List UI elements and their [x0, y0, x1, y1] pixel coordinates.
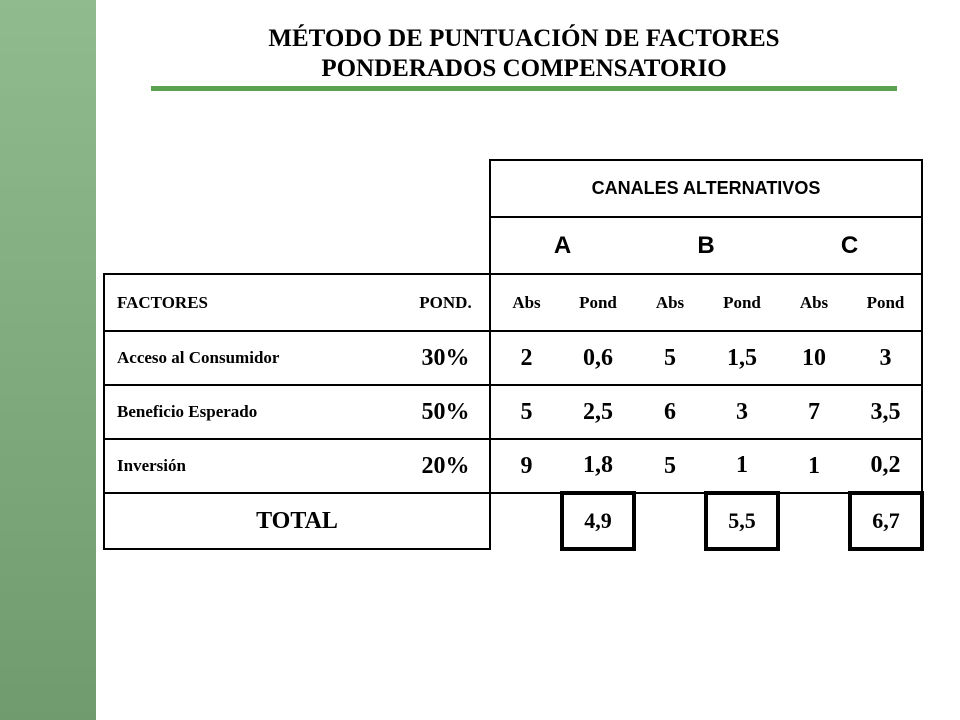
channel-a-header: A: [490, 217, 634, 274]
c-pond-header: Pond: [850, 274, 922, 331]
channel-b-header: B: [634, 217, 778, 274]
b-pond-value: 1: [706, 439, 778, 493]
table-row: [104, 439, 922, 493]
b-abs-value: 5: [634, 331, 706, 385]
a-abs-value: 9: [490, 439, 562, 493]
a-pond-header: Pond: [562, 274, 634, 331]
c-abs-value: 1: [778, 439, 850, 493]
total-a-spacer: [490, 493, 562, 549]
a-pond-value: 1,8: [562, 439, 634, 493]
c-abs-value: 7: [778, 385, 850, 439]
group-header-row: [104, 160, 922, 217]
b-abs-value: 5: [634, 439, 706, 493]
table-row: [104, 385, 922, 439]
factor-scoring-table: [103, 159, 924, 551]
b-pond-value: 1,5: [706, 331, 778, 385]
c-pond-value: 0,2: [850, 439, 922, 493]
b-pond-header: Pond: [706, 274, 778, 331]
a-pond-value: 0,6: [562, 331, 634, 385]
b-abs-header: Abs: [634, 274, 706, 331]
factor-weight: 20%: [402, 439, 490, 493]
total-b-spacer: [634, 493, 706, 549]
table-row: [104, 331, 922, 385]
total-b-value: 5,5: [706, 493, 778, 549]
b-abs-value: 6: [634, 385, 706, 439]
title-line-1: MÉTODO DE PUNTUACIÓN DE FACTORES: [268, 25, 780, 52]
title-line-2: PONDERADOS COMPENSATORIO: [321, 55, 727, 82]
b-pond-value: 3: [706, 385, 778, 439]
c-pond-value: 3: [850, 331, 922, 385]
factor-label: Beneficio Esperado: [104, 385, 402, 439]
c-abs-header: Abs: [778, 274, 850, 331]
factors-column-header: FACTORES: [104, 274, 402, 331]
total-c-spacer: [778, 493, 850, 549]
side-decoration-bar: [0, 0, 96, 720]
channel-header-row: [104, 217, 922, 274]
weight-column-header: POND.: [402, 274, 490, 331]
title-underline: [151, 86, 897, 91]
c-pond-value: 3,5: [850, 385, 922, 439]
channel-c-header: C: [778, 217, 922, 274]
a-pond-value: 2,5: [562, 385, 634, 439]
total-row: [104, 493, 922, 549]
c-abs-value: 10: [778, 331, 850, 385]
a-abs-value: 5: [490, 385, 562, 439]
factor-label: Acceso al Consumidor: [104, 331, 402, 385]
factor-weight: 50%: [402, 385, 490, 439]
total-c-value: 6,7: [850, 493, 922, 549]
total-label: TOTAL: [104, 493, 490, 549]
factor-weight: 30%: [402, 331, 490, 385]
total-a-value: 4,9: [562, 493, 634, 549]
column-header-row: [104, 274, 922, 331]
a-abs-value: 2: [490, 331, 562, 385]
factor-label: Inversión: [104, 439, 402, 493]
channels-group-header: CANALES ALTERNATIVOS: [490, 160, 922, 217]
a-abs-header: Abs: [490, 274, 562, 331]
page-title: [150, 24, 898, 84]
